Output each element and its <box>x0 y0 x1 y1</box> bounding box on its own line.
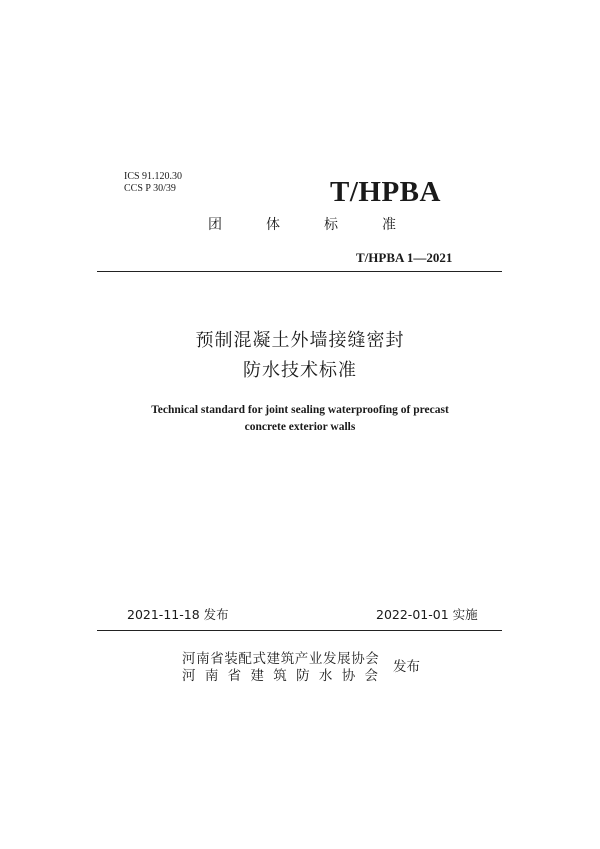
classification-codes <box>124 171 182 195</box>
standard-type-char: 准 <box>382 217 396 233</box>
publish-action: 发布 <box>393 659 420 675</box>
ccs-code: CCS P 30/39 <box>124 183 176 194</box>
publisher-org-2 <box>182 664 378 684</box>
publisher-org-2-char: 南 <box>204 668 219 684</box>
publisher-org-2-char: 水 <box>318 668 333 684</box>
standard-type <box>208 214 396 234</box>
standard-type-char: 团 <box>208 217 222 233</box>
publisher-org-2-char: 建 <box>250 668 264 684</box>
top-divider <box>97 271 502 272</box>
publisher-org-2-char: 会 <box>364 668 378 684</box>
publisher-org-2-char: 协 <box>341 668 356 684</box>
bottom-divider <box>97 630 502 631</box>
title-en-line2: concrete exterior walls <box>244 421 356 433</box>
publisher-org-2-char: 省 <box>227 668 242 684</box>
ics-code: ICS 91.120.30 <box>124 171 183 182</box>
publisher-org-2-char: 筑 <box>273 668 287 684</box>
implement-date: 2022-01-01 实施 <box>376 607 478 622</box>
title-cn-line2: 防水技术标准 <box>243 360 357 381</box>
standard-number: T/HPBA 1—2021 <box>356 250 453 265</box>
standard-type-char: 体 <box>266 217 280 233</box>
publisher-org-2-char: 河 <box>182 668 196 684</box>
title-en-line1: Technical standard for joint sealing waterproofing of precast <box>151 404 449 416</box>
standard-type-char: 标 <box>324 217 338 233</box>
publish-date: 2021-11-18 发布 <box>127 607 229 622</box>
standard-code: T/HPBA <box>330 176 441 208</box>
publisher-org-1: 河南省装配式建筑产业发展协会 <box>182 651 380 667</box>
publisher-org-2-char: 防 <box>296 668 310 684</box>
title-cn-line1: 预制混凝土外墙接缝密封 <box>195 330 405 351</box>
